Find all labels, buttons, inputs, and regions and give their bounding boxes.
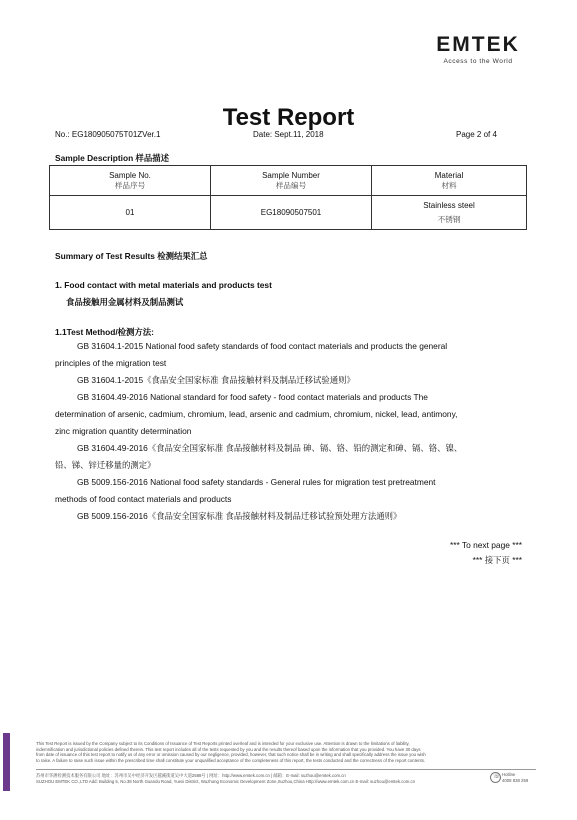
summary-heading: Summary of Test Results 检测结果汇总 <box>55 251 208 261</box>
method-line: principles of the migration test <box>55 358 167 368</box>
next-page-cn: *** 接下页 *** <box>472 555 522 565</box>
footer-address <box>36 773 491 784</box>
method-heading: 1.1Test Method/检测方法: <box>55 327 154 337</box>
header-sample-number-cn: 样品编号 <box>275 180 307 190</box>
report-date: Date: Sept.11, 2018 <box>253 130 324 139</box>
method-line: GB 31604.49-2016 National standard for food safety - food contact materials and products The <box>77 392 428 402</box>
side-accent-bar <box>3 733 10 791</box>
table-header-row <box>50 166 527 196</box>
disclaimer-line: This Test Report is issued by the Company subject to its Conditions of Issuance of Test Reports printed overleaf and is intended for your exclusive use. Attention is drawn to the limitations of liability, <box>36 741 410 746</box>
material-cn: 不锈钢 <box>437 214 461 224</box>
disclaimer-line: to raise. A failure to raise such issue within the prescribed time shall constitute your unqualified acceptance of the completeness of this report, the tests conducted and the correctness of the report contents. <box>36 757 426 763</box>
material-en: Stainless steel <box>423 200 475 210</box>
header-sample-number-en: Sample Number <box>262 170 320 180</box>
hotline <box>502 772 528 783</box>
sample-table <box>49 165 527 230</box>
header-sample-no <box>50 166 211 196</box>
address-en: SUZHOU EMTEK CO.,LTD Add: Building 5, No.38 North Guandu Road, Yuexi District, Wuzhong Economic Development Zone,Suzhou,China Http://www.emtek.com.cn E-mail: suzhou@emtek.com.cn <box>36 778 416 784</box>
logo-name: EMTEK <box>436 33 520 56</box>
method-line: 铅、锑、锌迁移量的测定》 <box>55 460 156 470</box>
footer-disclaimer <box>36 741 536 763</box>
footer-divider <box>36 769 536 770</box>
method-line: GB 5009.156-2016 National food safety standards - General rules for migration test pretreatment <box>77 477 436 487</box>
header-material <box>372 166 527 196</box>
header-sample-no-cn: 样品序号 <box>114 180 146 190</box>
method-list <box>55 338 525 525</box>
next-page-en: *** To next page *** <box>449 540 522 550</box>
header-sample-number <box>211 166 372 196</box>
phone-icon: ☏ <box>490 772 501 783</box>
report-title: Test Report <box>222 104 355 131</box>
table-row <box>50 196 527 230</box>
hotline-label: Hotline <box>502 772 516 777</box>
address-cn: 苏州市华测检测技术服务有限公司 地址：苏州市吴中经济开发区越溪街道吴中大道2588号 | 网址：http://www.emtek.com.cn | 邮箱：E-mail: suzhou@emtek.com.cn <box>36 773 346 778</box>
logo-tagline: Access to the World <box>443 58 513 65</box>
sample-description-heading: Sample Description 样品描述 <box>55 153 170 163</box>
method-line: GB 5009.156-2016《食品安全国家标准 食品接触材料及制品迁移试验预处理方法通则》 <box>77 511 402 521</box>
section1-title-en: 1. Food contact with metal materials and products test <box>55 280 272 290</box>
disclaimer-line: indemnification and jurisdictional policies defined therein. This test report includes all of the tests requested by you and the results thereof based upon the information that you provided. You have 30 days <box>36 746 421 752</box>
disclaimer-line: from date of issuance of this test report to notify us of any error or omission caused by our negligence, provided, however, that such notice shall be in writing and shall specifically address the issue you wish <box>36 752 426 758</box>
section1-title-cn: 食品接触用金属材料及制品测试 <box>66 297 184 307</box>
cell-sample-number: EG18090507501 <box>211 196 372 230</box>
header-material-cn: 材料 <box>441 180 457 190</box>
page-number: Page 2 of 4 <box>456 130 497 139</box>
method-line: GB 31604.1-2015《食品安全国家标准 食品接触材料及制品迁移试验通则》 <box>77 375 355 385</box>
hotline-number: 4008 838 259 <box>502 777 529 783</box>
method-line: GB 31604.1-2015 National food safety standards of food contact materials and products the general <box>77 341 448 351</box>
cell-material <box>372 196 527 230</box>
header-material-en: Material <box>434 170 464 180</box>
method-line: methods of food contact materials and products <box>55 494 232 504</box>
method-line: zinc migration quantity determination <box>55 426 192 436</box>
report-number: No.: EG180905075T01ZVer.1 <box>55 130 161 139</box>
header-sample-no-en: Sample No. <box>109 170 151 180</box>
method-line: GB 31604.49-2016《食品安全国家标准 食品接触材料及制品 砷、镉、铬、铅的测定和砷、镉、铬、镍、 <box>77 443 463 453</box>
cell-sample-no: 01 <box>50 196 211 230</box>
company-logo <box>422 34 534 65</box>
method-line: determination of arsenic, cadmium, chromium, lead, arsenic and cadmium, chromium, nickel, lead, antimony, <box>55 409 458 419</box>
